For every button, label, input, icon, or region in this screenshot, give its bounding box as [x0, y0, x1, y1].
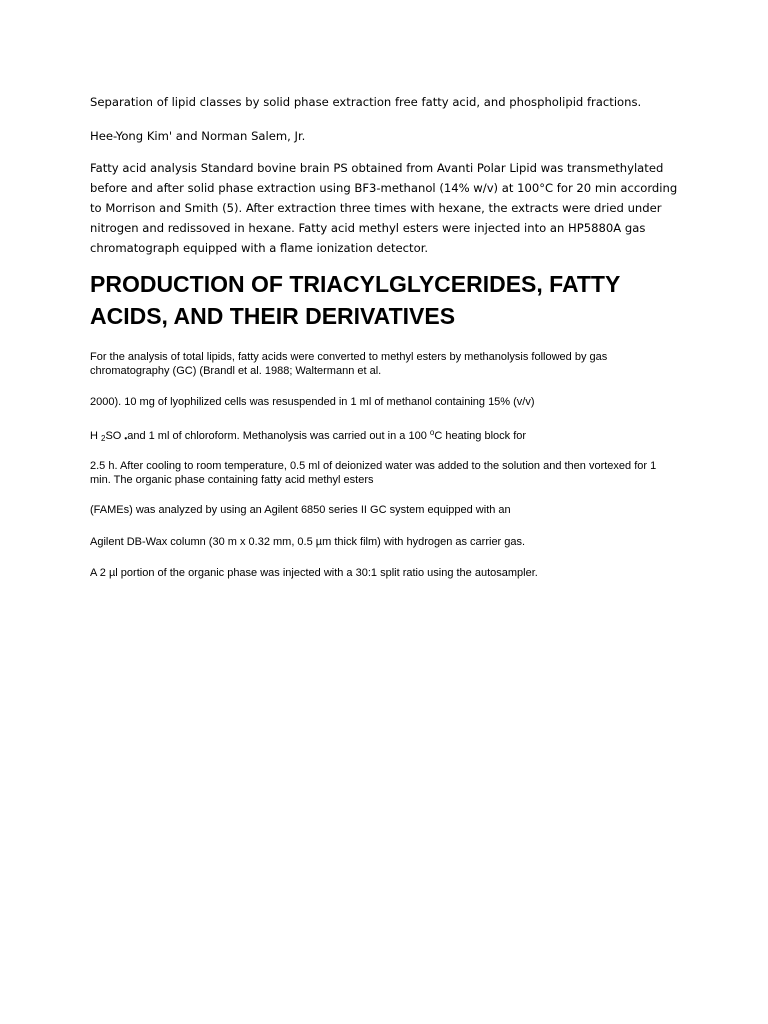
degree-superscript: o [429, 428, 435, 437]
paragraph-fames: (FAMEs) was analyzed by using an Agilent 6850 series II GC system equipped with an [90, 504, 511, 516]
paragraph-lyophilized-cells: 2000). 10 mg of lyophilized cells was resuspended in 1 ml of methanol containing 15% (v/v) [90, 396, 535, 408]
paragraph-injection: A 2 µl portion of the organic phase was injected with a 30:1 split ratio using the autosampler. [90, 567, 538, 579]
authors-line: Hee-Yong Kim' and Norman Salem, Jr. [90, 129, 306, 143]
fatty-acid-analysis-paragraph: Fatty acid analysis Standard bovine brain PS obtained from Avanti Polar Lipid was transmethylated before and after solid phase extraction using BF3-methanol (14% w/v) at 100°C for 20 min according to Morrison and Smith (5). After extraction three times with hexane, the extracts were dried under nitrogen and redissoved in hexane. Fatty acid methyl esters were injected into an HP5880A gas chromatograph equipped with a flame ionization detector. [90, 161, 678, 255]
formula-bullet: • [124, 434, 128, 443]
paragraph-column: Agilent DB-Wax column (30 m x 0.32 mm, 0.5 µm thick film) with hydrogen as carrier gas. [90, 536, 526, 548]
methanolysis-end: C heating block for [434, 430, 527, 442]
paragraph-methanolysis [90, 426, 680, 446]
main-heading: PRODUCTION OF TRIACYLGLYCERIDES, FATTY ACIDS, AND THEIR DERIVATIVES [90, 271, 620, 329]
paragraph-cooling: 2.5 h. After cooling to room temperature, 0.5 ml of deionized water was added to the solution and then vortexed for 1 min. The organic phase containing fatty acid methyl esters [90, 460, 657, 486]
methanolysis-text: and 1 ml of chloroform. Methanolysis was carried out in a 100 [127, 430, 430, 442]
formula-so: SO [105, 430, 125, 442]
section-title: Separation of lipid classes by solid phase extraction free fatty acid, and phospholipid fractions. [90, 95, 642, 109]
paragraph-total-lipids: For the analysis of total lipids, fatty acids were converted to methyl esters by methanolysis followed by gas chromatography (GC) (Brandl et al. 1988; Waltermann et al. [90, 351, 608, 377]
formula-subscript: 2 [101, 434, 106, 443]
formula-h: H [90, 430, 101, 442]
